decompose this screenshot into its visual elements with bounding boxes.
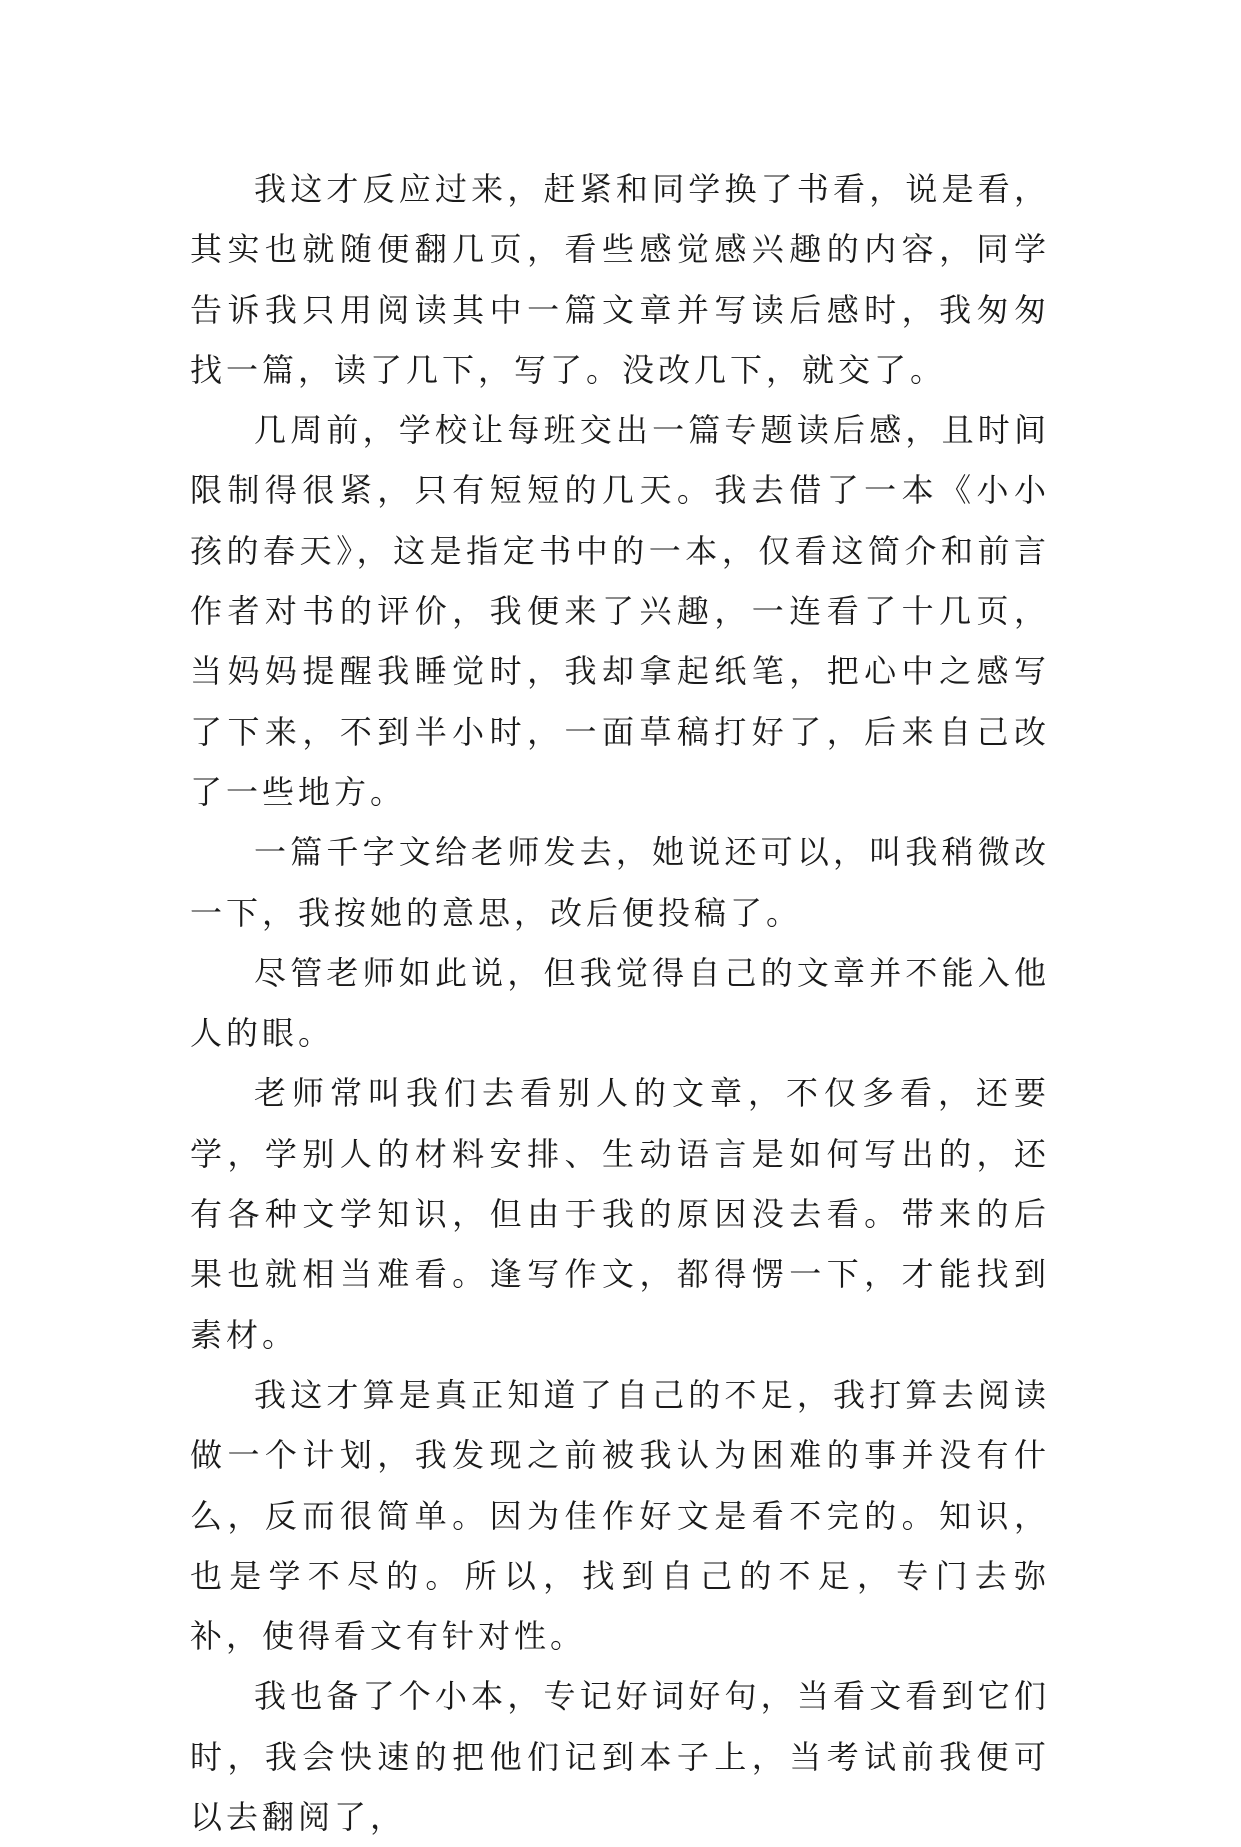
paragraph-4: 尽管老师如此说，但我觉得自己的文章并不能入他人的眼。 [190,953,1050,1053]
document-body [190,159,1050,1847]
paragraph-1: 我这才反应过来，赶紧和同学换了书看，说是看，其实也就随便翻几页，看些感觉感兴趣的内容，同学告诉我只用阅读其中一篇文章并写读后感时，我匆匆找一篇，读了几下，写了。没改几下，就交了。 [190,170,1050,389]
paragraph-7: 我也备了个小本，专记好词好句，当看文看到它们时，我会快速的把他们记到本子上，当考试前我便可以去翻阅了， [190,1677,1050,1837]
paragraph-5: 老师常叫我们去看别人的文章，不仅多看，还要学，学别人的材料安排、生动语言是如何写出的，还有各种文学知识，但由于我的原因没去看。带来的后果也就相当难看。逢写作文，都得愣一下，才能找到素材。 [190,1074,1050,1354]
paragraph-2: 几周前，学校让每班交出一篇专题读后感，且时间限制得很紧，只有短短的几天。我去借了一本《小小孩的春天》，这是指定书中的一本，仅看这简介和前言作者对书的评价，我便来了兴趣，一连看了十几页，当妈妈提醒我睡觉时，我却拿起纸笔，把心中之感写了下来，不到半小时，一面草稿打好了，后来自己改了一些地方。 [190,411,1050,811]
paragraph-6: 我这才算是真正知道了自己的不足，我打算去阅读做一个计划，我发现之前被我认为困难的事并没有什么，反而很简单。因为佳作好文是看不完的。知识，也是学不尽的。所以，找到自己的不足，专门去弥补，使得看文有针对性。 [190,1375,1050,1656]
paragraph-3: 一篇千字文给老师发去，她说还可以，叫我稍微改一下，我按她的意思，改后便投稿了。 [190,833,1050,932]
